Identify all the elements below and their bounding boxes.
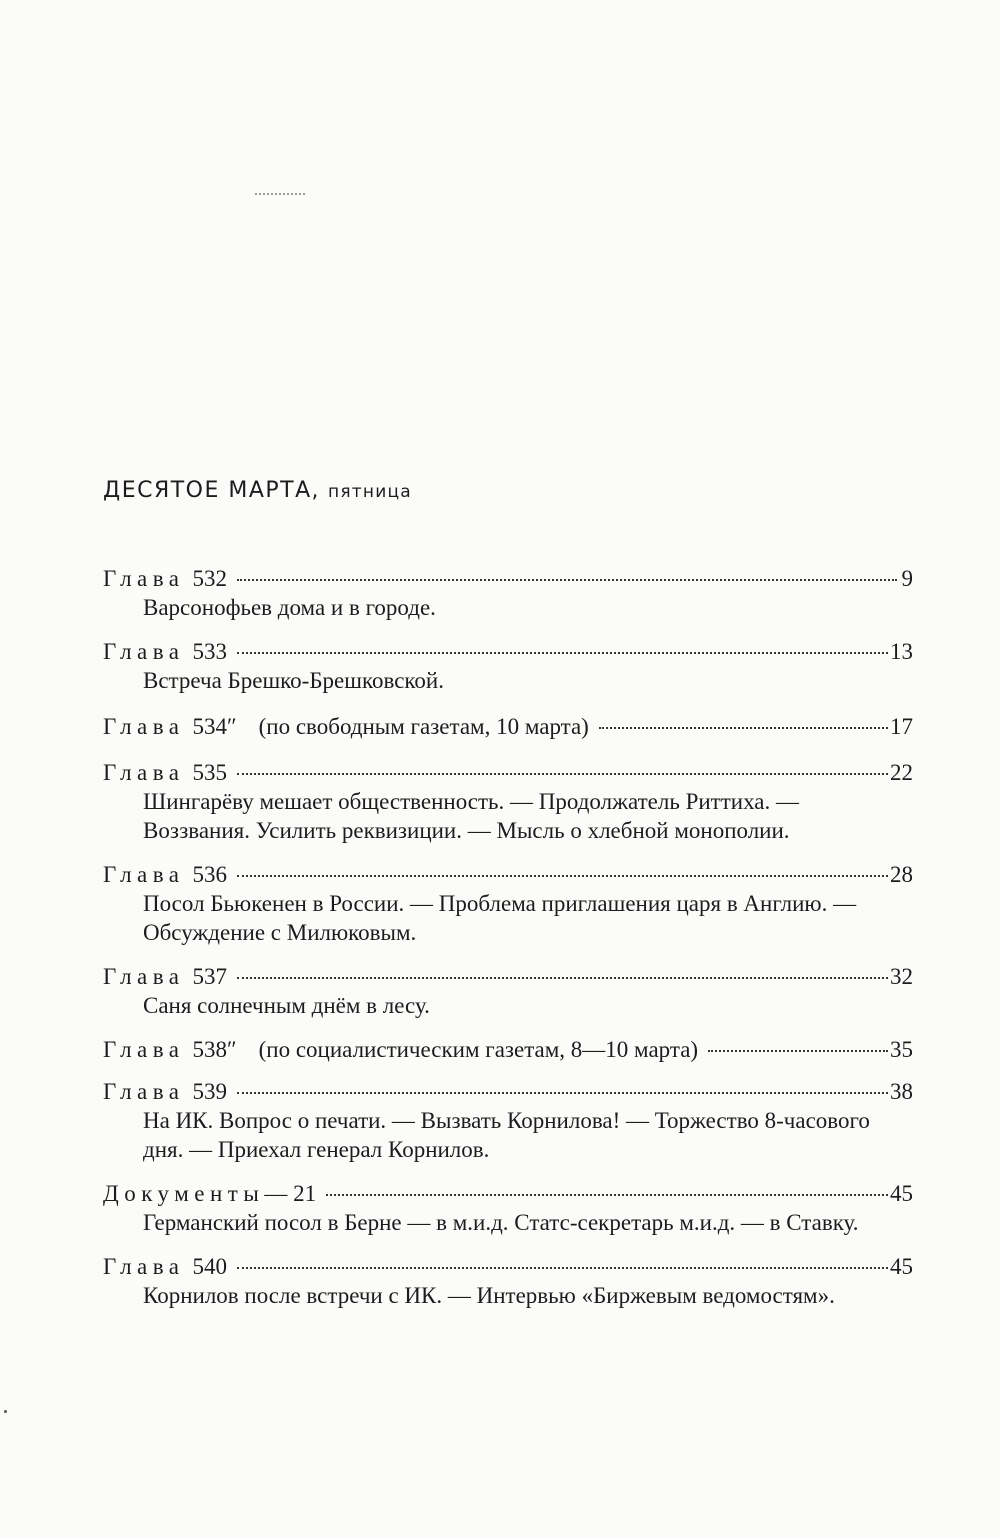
toc-entry-line — [103, 861, 913, 889]
toc-entry-537 — [103, 963, 913, 1020]
dot-leader — [326, 1193, 888, 1196]
entry-page: 22 — [890, 760, 913, 785]
entry-page: 45 — [890, 1181, 913, 1206]
entry-description: Корнилов после встречи с ИК. — Интервью «Биржевым ведомостям». — [143, 1283, 835, 1308]
entry-page: 13 — [890, 639, 913, 664]
toc-entry-line — [103, 638, 913, 666]
print-smudge — [255, 193, 305, 197]
entry-description: Шингарёву мешает общественность. — Продолжатель Риттиха. — Воззвания. Усилить реквизиции. — Мысль о хлебной монополии. — [143, 789, 799, 843]
entry-page: 32 — [890, 964, 913, 989]
entry-number: 535 — [192, 760, 228, 785]
entry-page: 35 — [890, 1037, 913, 1062]
dot-leader — [237, 651, 888, 654]
section-title — [103, 478, 412, 503]
entry-label: Глава — [103, 862, 185, 887]
toc-entry-line — [103, 759, 913, 787]
entry-label: Глава — [103, 1254, 185, 1279]
entry-label: Глава — [103, 760, 185, 785]
entry-number: 540 — [192, 1254, 228, 1279]
toc-entry-534 — [103, 713, 913, 741]
toc-entry-line — [103, 1180, 913, 1208]
entry-page: 45 — [890, 1254, 913, 1279]
entry-page: 38 — [890, 1079, 913, 1104]
dot-leader — [237, 1091, 888, 1094]
entry-number: 532 — [192, 566, 228, 591]
entry-number: 536 — [192, 862, 228, 887]
entry-number: 533 — [192, 639, 228, 664]
entry-number: 537 — [192, 964, 228, 989]
entry-number: 538″ — [192, 1037, 237, 1062]
entry-label: Глава — [103, 566, 185, 591]
toc-entry-536 — [103, 861, 913, 947]
dot-leader — [237, 874, 888, 877]
toc-entry-line — [103, 1253, 913, 1281]
toc-entry-line — [103, 1036, 913, 1064]
section-weekday: пятница — [328, 482, 412, 502]
dot-leader — [237, 578, 897, 581]
entry-description: Германский посол в Берне — в м.и.д. Статс-секретарь м.и.д. — в Ставку. — [143, 1210, 859, 1235]
dot-leader — [708, 1049, 888, 1052]
entry-page: 17 — [890, 714, 913, 739]
entry-label: Глава — [103, 639, 185, 664]
entry-label: Документы — [103, 1181, 265, 1206]
toc-entry-538 — [103, 1036, 913, 1064]
entry-number: 539 — [192, 1079, 228, 1104]
entry-page: 28 — [890, 862, 913, 887]
entry-label: Глава — [103, 964, 185, 989]
table-of-contents — [103, 565, 913, 1310]
entry-note: (по социалистическим газетам, 8—10 марта) — [258, 1037, 699, 1062]
toc-entry-532 — [103, 565, 913, 622]
dot-leader — [237, 1266, 888, 1269]
entry-description: Саня солнечным днём в лесу. — [143, 993, 430, 1018]
entry-page: 9 — [901, 566, 913, 591]
entry-note: (по свободным газетам, 10 марта) — [258, 714, 589, 739]
toc-entry-540 — [103, 1253, 913, 1310]
dot-leader — [599, 726, 888, 729]
dot-leader — [237, 976, 888, 979]
entry-label: Глава — [103, 1079, 185, 1104]
print-speck — [4, 1410, 7, 1413]
toc-entry-documents-21 — [103, 1180, 913, 1237]
entry-description: Встреча Брешко-Брешковской. — [143, 668, 444, 693]
toc-entry-line — [103, 963, 913, 991]
entry-description: Посол Бьюкенен в России. — Проблема приглашения царя в Англию. — Обсуждение с Милюковым. — [143, 891, 857, 945]
entry-label: Глава — [103, 1037, 185, 1062]
toc-entry-line — [103, 1078, 913, 1106]
toc-entry-539 — [103, 1078, 913, 1164]
entry-description: Варсонофьев дома и в городе. — [143, 595, 436, 620]
entry-number: 534″ — [192, 714, 237, 739]
section-comma: , — [311, 478, 329, 502]
entry-number: — 21 — [264, 1181, 317, 1206]
entry-description: На ИК. Вопрос о печати. — Вызвать Корнилова! — Торжество 8-часового дня. — Приехал генерал Корнилов. — [143, 1108, 870, 1162]
entry-label: Глава — [103, 714, 185, 739]
toc-entry-535 — [103, 759, 913, 845]
dot-leader — [237, 772, 888, 775]
toc-entry-line — [103, 713, 913, 741]
toc-entry-line — [103, 565, 913, 593]
section-date: ДЕСЯТОЕ МАРТА — [103, 478, 312, 503]
toc-entry-533 — [103, 638, 913, 695]
